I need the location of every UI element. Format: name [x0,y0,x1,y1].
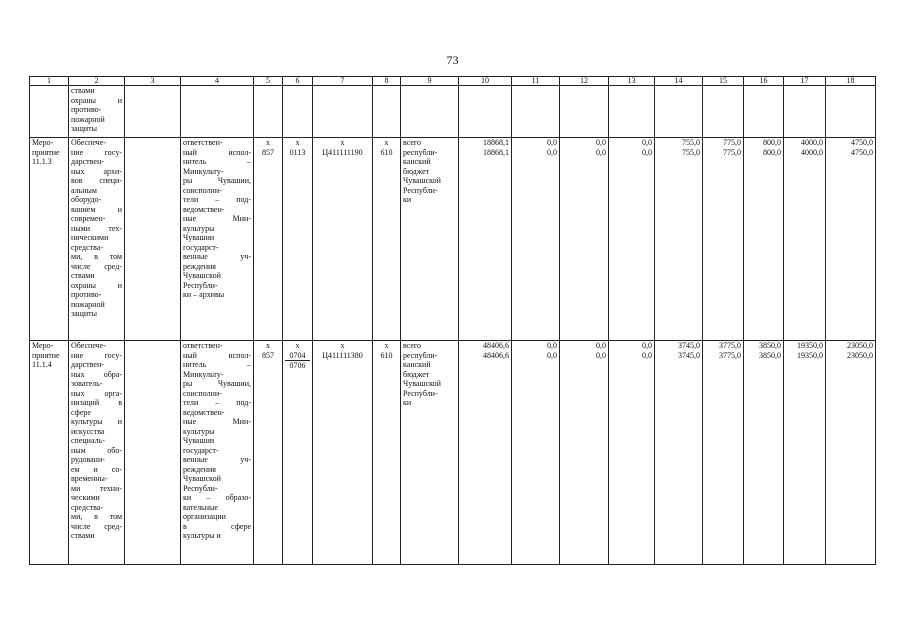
text-line: ствами [71,531,95,540]
column-number-cell: 12 [560,77,609,86]
funding-source-line: Чувашской [403,176,441,185]
page-number: 73 [446,53,459,67]
text-line: ческими [71,493,100,502]
funding-source-line: канский [403,360,431,369]
empty-cell [125,86,181,138]
text-line: Чувашии [183,233,215,242]
empty-cell [254,86,283,138]
expense-type-code-cell-value: x [384,341,389,350]
text-line: защиты [71,309,98,318]
column-number-cell: 4 [181,77,254,86]
column-number-cell: 5 [254,77,283,86]
text-line: ответствен- [183,138,223,147]
text-line: ем и со- [71,464,122,474]
section-code-cell [283,138,313,341]
text-line: соисполни- [183,185,222,195]
text-line: ными тех- [71,223,122,233]
funding-source-line: всего [403,341,422,350]
text-line: ние госу- [71,350,122,360]
text-line: ные Мин- [183,214,251,223]
amount-cell [459,341,512,565]
text-line: государст- [183,242,219,252]
executor-cell [181,341,254,565]
event-name-cell [30,138,69,341]
text-line: ми, в том [71,512,122,521]
amount-value: 3745,0 [678,341,700,350]
text-line: ведомствен- [183,407,225,417]
text-line: ки – образо- [183,493,251,502]
text-line: Меро- [32,341,54,350]
amount-value: 0,0 [547,147,557,157]
section-code-cell-value: 0704 [289,350,306,360]
empty-cell [560,86,609,138]
text-line: организации [183,512,226,521]
amount-cell [459,138,512,341]
funding-source-cell [401,138,459,341]
text-line: Минкульту- [183,166,224,176]
text-line: пожарной [71,299,105,309]
expense-type-code-cell-value: 610 [380,350,393,360]
funding-source-line: ки [403,195,412,204]
amount-value: 0,0 [642,341,652,350]
text-line: ответствен- [183,341,223,350]
text-line: тели – под- [183,195,251,204]
column-number-cell: 17 [784,77,826,86]
column-number-cell: 16 [744,77,784,86]
amount-value: 3850,0 [759,350,781,360]
expense-type-code-cell-value: x [384,138,389,147]
expense-type-code-cell [373,341,401,565]
amount-value: 4750,0 [851,138,873,147]
funding-source-cell [401,341,459,565]
text-line: ных архи- [71,166,122,176]
text-line: реждения [183,464,216,474]
table-row [30,86,876,138]
text-line: Меро- [32,138,54,147]
text-line: культуры и [183,531,221,540]
funding-source-line: Республи- [403,185,438,195]
amount-cell [744,341,784,565]
amount-cell [560,341,609,565]
amount-cell [744,138,784,341]
grbs-code-cell [254,341,283,565]
amount-value: 0,0 [547,350,557,360]
amount-value: 4750,0 [851,147,873,157]
text-line: числе сред- [71,521,122,531]
amount-cell [703,138,744,341]
amount-value: 48406,6 [483,350,509,360]
text-line: специаль- [71,436,105,445]
amount-cell [512,341,560,565]
text-line: охраны и [71,280,122,290]
empty-cell [125,341,181,565]
text-line: охраны и [71,95,122,105]
empty-cell [655,86,703,138]
text-line: ствами [71,271,95,280]
amount-value: 0,0 [547,138,557,147]
amount-value: 23050,0 [847,350,873,360]
amount-cell [826,138,876,341]
target-item-code-cell-value: Ц411111190 [322,147,363,157]
empty-cell [512,86,560,138]
section-code-cell-value: x [295,138,300,147]
text-line: приятие [32,350,60,360]
column-number-cell: 3 [125,77,181,86]
amount-value: 48406,6 [483,341,509,350]
grbs-code-cell-value: x [266,138,270,147]
amount-value: 3850,0 [759,341,781,350]
text-line: ническими [71,233,109,242]
amount-value: 3775,0 [719,350,741,360]
amount-value: 755,0 [682,147,700,157]
column-number-cell: 6 [283,77,313,86]
amount-cell [560,138,609,341]
amount-value: 18868,1 [483,138,509,147]
text-line: искусства [71,426,105,436]
text-line: ние госу- [71,147,122,157]
event-name-cell [30,341,69,565]
text-line: дарствен- [71,360,104,369]
empty-cell [703,86,744,138]
amount-value: 19350,0 [797,341,823,350]
text-line: государст- [183,445,219,455]
text-line: вательные [183,502,218,512]
text-line: Чувашской [183,474,221,483]
amount-value: 800,0 [763,138,781,147]
text-line: ных обра- [71,369,122,379]
amount-value: 19350,0 [797,350,823,360]
text-line: рудовани- [71,455,105,464]
text-line: Чувашской [183,271,221,280]
empty-cell [459,86,512,138]
text-line: культуры [183,426,215,436]
amount-cell [703,341,744,565]
text-line: 11.1.3 [32,157,52,166]
funding-source-line: Чувашской [403,379,441,388]
text-line: культуры [183,223,215,233]
column-number-cell: 8 [373,77,401,86]
text-line: сфере [71,407,91,417]
text-line: низаций в [71,398,122,407]
amount-value: 4000,0 [801,138,823,147]
section-code-cell-value: x [295,341,300,350]
empty-cell [283,86,313,138]
text-line: нитель – [183,157,251,166]
column-number-cell: 9 [401,77,459,86]
amount-value: 0,0 [642,138,652,147]
amount-value: 23050,0 [847,341,873,350]
text-line: средства- [71,502,103,512]
text-line: дарствен- [71,157,104,166]
funding-source-line: бюджет [403,166,430,176]
text-line: ный испол- [183,350,251,360]
expense-type-code-cell [373,138,401,341]
event-name-cell [30,86,69,138]
grbs-code-cell [254,138,283,341]
amount-value: 800,0 [763,147,781,157]
event-description-cell [69,86,125,138]
event-description-cell [69,138,125,341]
text-line: Чувашии [183,436,215,445]
budget-table [29,76,876,565]
text-line: средства- [71,242,103,252]
table-row [30,138,876,341]
amount-cell [826,341,876,565]
amount-value: 3745,0 [678,350,700,360]
amount-value: 0,0 [596,147,606,157]
column-number-row [30,77,876,86]
amount-value: 0,0 [547,341,557,350]
text-line: Минкульту- [183,369,224,379]
text-line: ми, в том [71,252,122,261]
amount-value: 0,0 [642,350,652,360]
column-number-cell: 18 [826,77,876,86]
column-number-cell: 15 [703,77,744,86]
amount-value: 755,0 [682,138,700,147]
column-number-cell: 1 [30,77,69,86]
amount-cell [512,138,560,341]
text-line: венные уч- [183,252,251,261]
text-line: ры Чувашии, [183,176,251,185]
empty-cell [125,138,181,341]
empty-cell [826,86,876,138]
text-line: соисполни- [183,388,222,398]
empty-cell [373,86,401,138]
amount-cell [784,341,826,565]
amount-value: 0,0 [596,341,606,350]
funding-source-line: ки [403,398,412,407]
column-number-cell: 10 [459,77,512,86]
target-item-code-cell-value: x [340,341,345,350]
amount-value: 0,0 [642,147,652,157]
column-number-cell: 11 [512,77,560,86]
executor-cell [181,86,254,138]
text-line: Обеспече- [71,138,106,147]
funding-source-line: республи- [403,350,438,360]
column-number-cell: 13 [609,77,655,86]
target-item-code-cell-value: x [340,138,345,147]
text-line: ные Мин- [183,417,251,426]
amount-value: 775,0 [723,147,741,157]
column-number-cell: 14 [655,77,703,86]
empty-cell [313,86,373,138]
empty-cell [401,86,459,138]
text-line: временны- [71,474,108,483]
text-line: реждения [183,261,216,271]
text-line: защиты [71,124,98,133]
column-number-cell: 7 [313,77,373,86]
amount-cell [655,138,703,341]
target-item-code-cell-value: Ц411111380 [322,350,363,360]
text-line: Республи- [183,483,218,493]
table-row [30,341,876,565]
text-line: альным [71,185,97,195]
text-line: нитель – [183,360,251,369]
text-line: Республи- [183,280,218,290]
event-description-cell [69,341,125,565]
text-line: вов специ- [71,176,122,185]
text-line: венные уч- [183,455,251,464]
target-item-code-cell [313,138,373,341]
text-line: пожарной [71,114,105,124]
text-line: ми техни- [71,483,122,493]
text-line: ведомствен- [183,204,225,214]
section-code-cell-value: 0113 [289,147,306,157]
amount-cell [784,138,826,341]
empty-cell [784,86,826,138]
text-line: в сфере [183,521,251,531]
executor-cell [181,138,254,341]
text-line: зователь- [71,379,103,388]
amount-value: 775,0 [723,138,741,147]
text-line: противо- [71,105,102,114]
text-line: 11.1.4 [32,360,52,369]
text-line: противо- [71,290,102,299]
text-line: культуры и [71,417,122,426]
amount-cell [655,341,703,565]
target-item-code-cell [313,341,373,565]
funding-source-line: Республи- [403,388,438,398]
text-line: оборудо- [71,195,102,204]
section-code-cell [283,341,313,565]
empty-cell [609,86,655,138]
empty-cell [744,86,784,138]
text-line: ный испол- [183,147,251,157]
text-line: числе сред- [71,261,122,271]
funding-source-line: бюджет [403,369,430,379]
funding-source-line: канский [403,157,431,166]
amount-cell [609,341,655,565]
text-line: современ- [71,214,106,223]
amount-value: 0,0 [596,138,606,147]
text-line: ки – архивы [183,290,225,299]
text-line: приятие [32,147,60,157]
funding-source-line: республи- [403,147,438,157]
text-line: ных орга- [71,388,122,398]
text-line: тели – под- [183,398,251,407]
amount-value: 18868,1 [483,147,509,157]
amount-value: 3775,0 [719,341,741,350]
text-line: ванием и [71,204,122,214]
expense-type-code-cell-value: 610 [380,147,393,157]
amount-value: 0,0 [596,350,606,360]
amount-value: 4000,0 [801,147,823,157]
grbs-code-cell-value: x [266,341,270,350]
grbs-code-cell-value: 857 [262,350,274,360]
amount-cell [609,138,655,341]
text-line: Обеспече- [71,341,106,350]
text-line: ным обо- [71,445,122,455]
grbs-code-cell-value: 857 [262,147,274,157]
text-line: ствами [71,86,95,95]
funding-source-line: всего [403,138,422,147]
column-number-cell: 2 [69,77,125,86]
text-line: ры Чувашии, [183,379,251,388]
section-code-cell-value: 0706 [285,360,310,371]
